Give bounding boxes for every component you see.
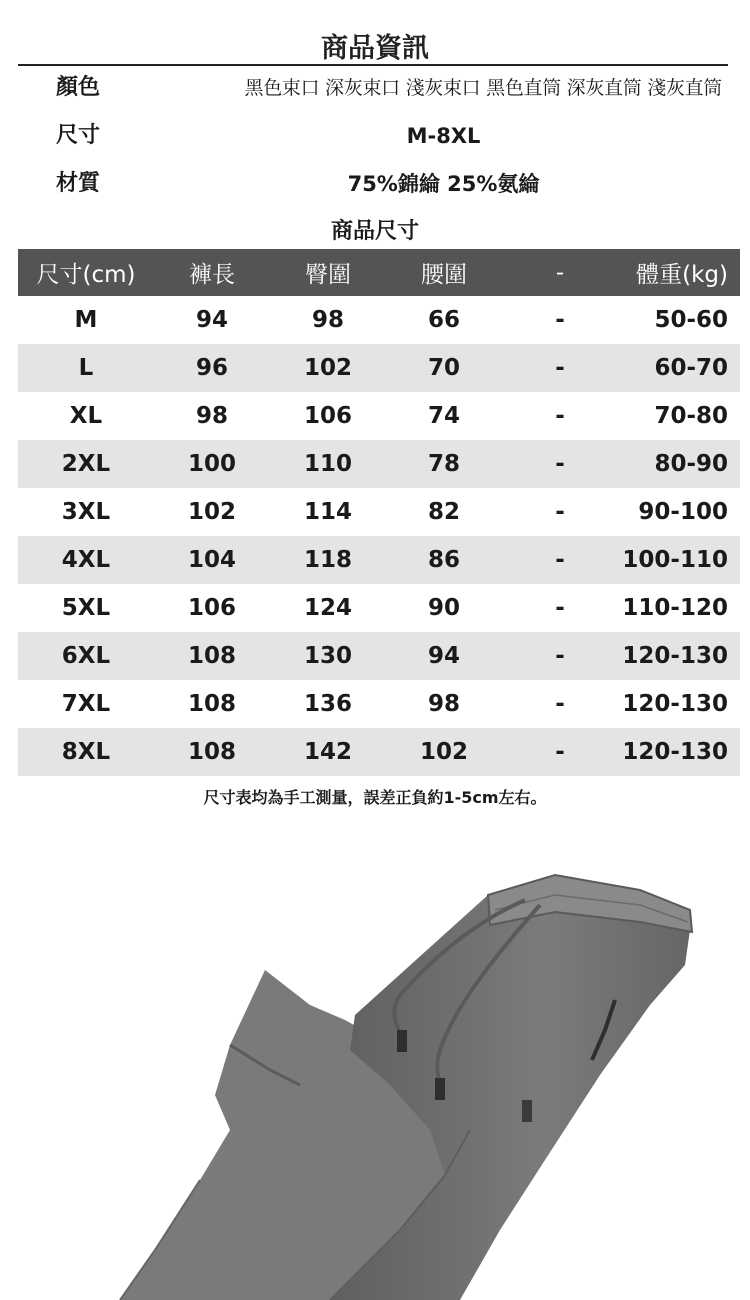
cell-hip: 130	[270, 632, 386, 680]
cell-length: 106	[187, 595, 236, 621]
cell-weight: 50-60	[654, 307, 728, 333]
cell-dash: -	[502, 728, 618, 776]
cell-dash: -	[502, 344, 618, 392]
info-value-color: 黑色束口 深灰束口 淺灰束口 黑色直筒 深灰直筒 淺灰直筒	[244, 77, 722, 99]
cell-length: 94	[195, 307, 228, 333]
page-title: 商品資訊	[321, 33, 429, 64]
cell-weight: 80-90	[618, 440, 740, 488]
size-table-header	[18, 249, 740, 296]
cell-dash: -	[555, 403, 565, 429]
header-hip: 臀圍	[270, 249, 386, 296]
size-table-body	[18, 296, 740, 776]
title-divider	[18, 64, 728, 66]
cell-length: 108	[154, 632, 270, 680]
cell-size: 4XL	[18, 536, 154, 584]
cell-length: 98	[195, 403, 228, 429]
cell-dash: -	[502, 536, 618, 584]
info-label-material: 材質	[56, 171, 101, 196]
cell-length: 100	[154, 440, 270, 488]
table-row	[18, 488, 740, 536]
cell-hip: 110	[270, 440, 386, 488]
cell-weight: 120-130	[618, 728, 740, 776]
cell-size: 5XL	[61, 595, 111, 621]
table-row	[18, 392, 740, 440]
cell-size: 8XL	[18, 728, 154, 776]
table-row	[18, 632, 740, 680]
table-row	[18, 344, 740, 392]
header-size: 尺寸(cm)	[18, 249, 154, 296]
cell-waist: 66	[427, 307, 460, 333]
cell-dash: -	[555, 499, 565, 525]
cell-weight: 120-130	[618, 632, 740, 680]
cell-size: 2XL	[18, 440, 154, 488]
info-value-material: 75%錦綸 25%氨綸	[347, 172, 540, 196]
cell-dash: -	[555, 595, 565, 621]
cell-weight: 70-80	[654, 403, 728, 429]
cell-length: 102	[187, 499, 236, 525]
cell-size: XL	[69, 403, 103, 429]
info-label-color: 顏色	[56, 75, 101, 100]
cell-length: 104	[154, 536, 270, 584]
cell-dash: -	[555, 307, 565, 333]
header-length: 褲長	[154, 249, 270, 296]
info-row-size	[0, 118, 750, 154]
cell-dash: -	[555, 691, 565, 717]
cell-waist: 94	[386, 632, 502, 680]
cell-waist: 90	[427, 595, 460, 621]
cell-hip: 98	[311, 307, 344, 333]
header-weight: 體重(kg)	[618, 249, 740, 296]
header-dash: -	[502, 249, 618, 296]
cell-dash: -	[502, 632, 618, 680]
cell-size: M	[74, 307, 98, 333]
cell-hip: 114	[303, 499, 352, 525]
cell-length: 108	[154, 728, 270, 776]
cell-waist: 78	[386, 440, 502, 488]
cell-hip: 102	[270, 344, 386, 392]
info-row-color	[0, 70, 750, 106]
cell-weight: 60-70	[618, 344, 740, 392]
cell-waist: 102	[386, 728, 502, 776]
cell-hip: 136	[303, 691, 352, 717]
cell-weight: 90-100	[638, 499, 728, 525]
cell-hip: 124	[303, 595, 352, 621]
table-row	[18, 536, 740, 584]
cell-hip: 142	[270, 728, 386, 776]
table-row	[18, 296, 740, 344]
cell-size: 6XL	[18, 632, 154, 680]
cell-size: L	[18, 344, 154, 392]
cell-waist: 82	[427, 499, 460, 525]
cell-waist: 74	[427, 403, 460, 429]
measurement-note: 尺寸表均為手工測量，誤差正負約1-5cm左右。	[203, 788, 547, 807]
cell-waist: 98	[427, 691, 460, 717]
info-label-size: 尺寸	[56, 123, 101, 148]
pants-logo-tag	[522, 1100, 532, 1122]
cell-weight: 120-130	[622, 691, 728, 717]
product-photo	[0, 830, 750, 1300]
cell-weight: 100-110	[618, 536, 740, 584]
cell-dash: -	[502, 440, 618, 488]
cell-hip: 118	[270, 536, 386, 584]
table-row	[18, 680, 740, 728]
cell-waist: 70	[386, 344, 502, 392]
info-row-material	[0, 166, 750, 202]
cell-size: 3XL	[61, 499, 111, 525]
size-table	[18, 249, 740, 776]
cell-length: 108	[187, 691, 236, 717]
table-row	[18, 440, 740, 488]
cell-size: 7XL	[61, 691, 111, 717]
cell-weight: 110-120	[622, 595, 728, 621]
table-row	[18, 728, 740, 776]
cell-hip: 106	[303, 403, 352, 429]
cell-length: 96	[154, 344, 270, 392]
header-waist: 腰圍	[386, 249, 502, 296]
cell-waist: 86	[386, 536, 502, 584]
table-row	[18, 584, 740, 632]
info-value-size: M-8XL	[406, 124, 481, 148]
size-chart-title: 商品尺寸	[330, 219, 419, 244]
